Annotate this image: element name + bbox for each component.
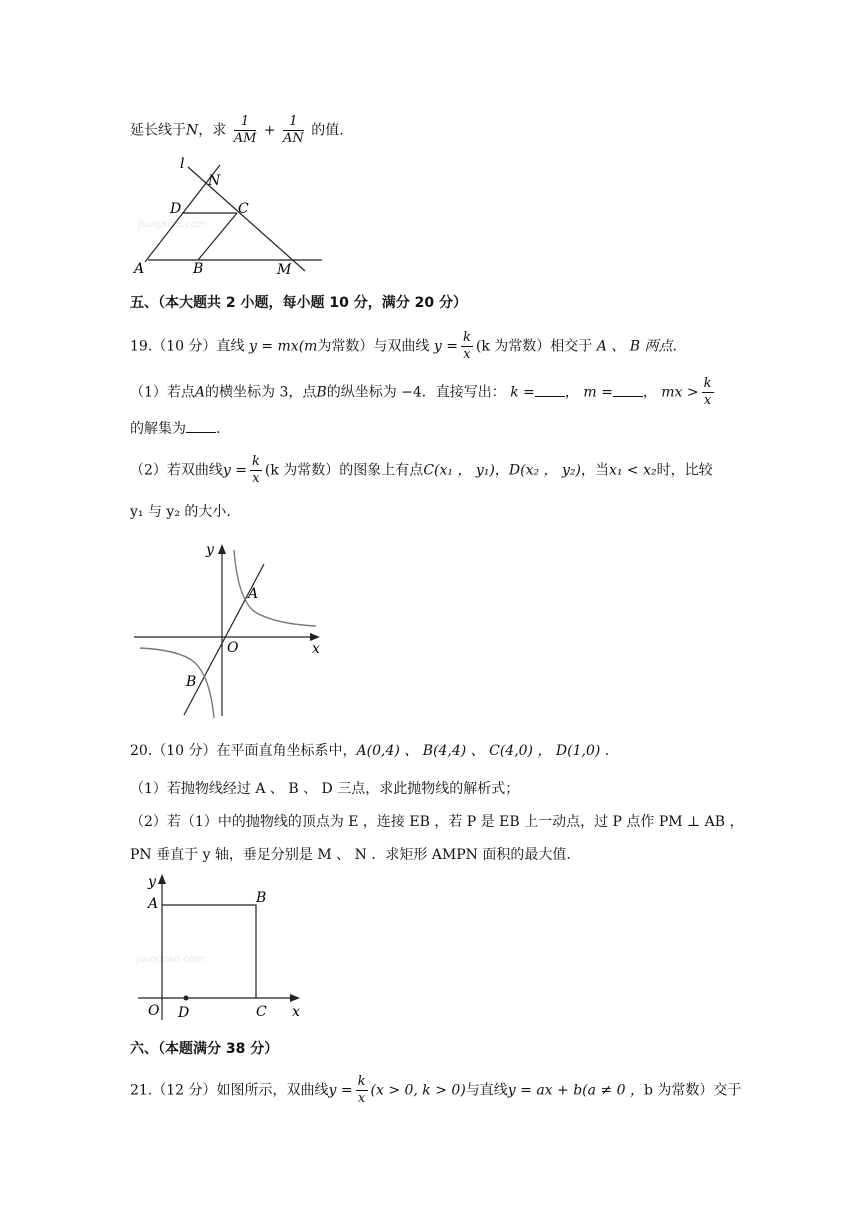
- q18-tail-line: [130, 114, 344, 147]
- fig18-label-D: D: [170, 201, 182, 217]
- section-5-title: 五、（本大题共 2 小题，每小题 10 分，满分 20 分）: [130, 295, 467, 311]
- q18-N: N: [186, 122, 199, 139]
- svg-text:jsuojxiao.com: jsuojxiao.com: [138, 219, 207, 230]
- fig20-label-O: O: [148, 1003, 160, 1019]
- fig18-label-A: A: [134, 261, 145, 277]
- answer-blank-solution[interactable]: [186, 420, 216, 433]
- q20-part2-cont: PN 垂直于 y 轴，垂足分别是 M 、 N ．求矩形 AMPN 面积的最大值.: [130, 847, 571, 863]
- q20-part2: （2）若（1）中的抛物线的顶点为 E ，连接 EB ，若 P 是 EB 上一动点，过 P 点作 PM ⊥ AB ，: [130, 814, 744, 830]
- q18-frac-2: $\frac{1}{AN}$: [283, 114, 304, 146]
- q20-part1: （1）若抛物线经过 A 、 B 、 D 三点，求此抛物线的解析式；: [130, 781, 520, 797]
- figure-q20: [130, 870, 310, 1025]
- q20-line1: 20.（10 分）在平面直角坐标系中，A(0,4) 、 B(4,4) 、 C(4,0) ， D(1,0) .: [130, 743, 610, 759]
- fig20-label-B: B: [256, 890, 267, 906]
- fig19-label-A: A: [248, 586, 259, 602]
- fig18-label-C: C: [238, 201, 249, 217]
- fig20-label-C: C: [256, 1004, 267, 1020]
- fig18-label-M: M: [277, 262, 292, 278]
- q21-line1: 21.（12 分）如图所示，双曲线y = $\frac{k}{x}$ (x > 0, k > 0)与直线y = ax + b(a ≠ 0 ，b 为常数）交于: [130, 1074, 742, 1106]
- fig18-label-l: l: [180, 156, 185, 172]
- q19-part1-cont: 的解集为 .: [130, 421, 221, 437]
- q18-frac-1: $\frac{1}{AM}$: [233, 114, 257, 146]
- q18-plus: +: [263, 122, 276, 139]
- q19-line1: 19.（10 分）直线 y = mx(m为常数）与双曲线 y = $\frac{k}{x}$ (k 为常数）相交于 A 、 B 两点.: [130, 330, 677, 362]
- fig19-label-y: y: [206, 542, 214, 558]
- fig20-label-y: y: [148, 874, 156, 890]
- fig20-label-D: D: [178, 1005, 190, 1021]
- figure-q19: [130, 540, 330, 720]
- svg-text:jsuojxiao.com: jsuojxiao.com: [136, 954, 205, 965]
- q19-part2: （2）若双曲线y = $\frac{k}{x}$ (k 为常数）的图象上有点C(x₁ ， y₁)，D(x₂ ， y₂)，当x₁ < x₂时，比较: [130, 454, 713, 486]
- fig19-label-x: x: [312, 641, 320, 657]
- fig18-label-N: N: [208, 173, 221, 189]
- fig20-label-x: x: [292, 1004, 300, 1020]
- q18-prefix: 延长线于: [130, 122, 186, 139]
- answer-blank-m[interactable]: [613, 384, 643, 397]
- fig19-label-O: O: [227, 640, 239, 656]
- section-6-title: 六、（本题满分 38 分）: [130, 1041, 279, 1057]
- fig20-label-A: A: [148, 896, 159, 912]
- fig19-label-B: B: [186, 674, 197, 690]
- q18-suffix: 的值.: [311, 122, 344, 139]
- figure-q18: [130, 155, 330, 280]
- answer-blank-k[interactable]: [535, 384, 565, 397]
- fig18-label-B: B: [193, 261, 204, 277]
- q19-part2-cont: y₁ 与 y₂ 的大小.: [130, 504, 231, 520]
- q18-ask: ，求: [198, 122, 227, 139]
- q19-part1: （1）若点A的横坐标为 3，点B的纵坐标为 −4．直接写出： k = ， m = ， mx > $\frac{k}{x}$: [130, 376, 712, 408]
